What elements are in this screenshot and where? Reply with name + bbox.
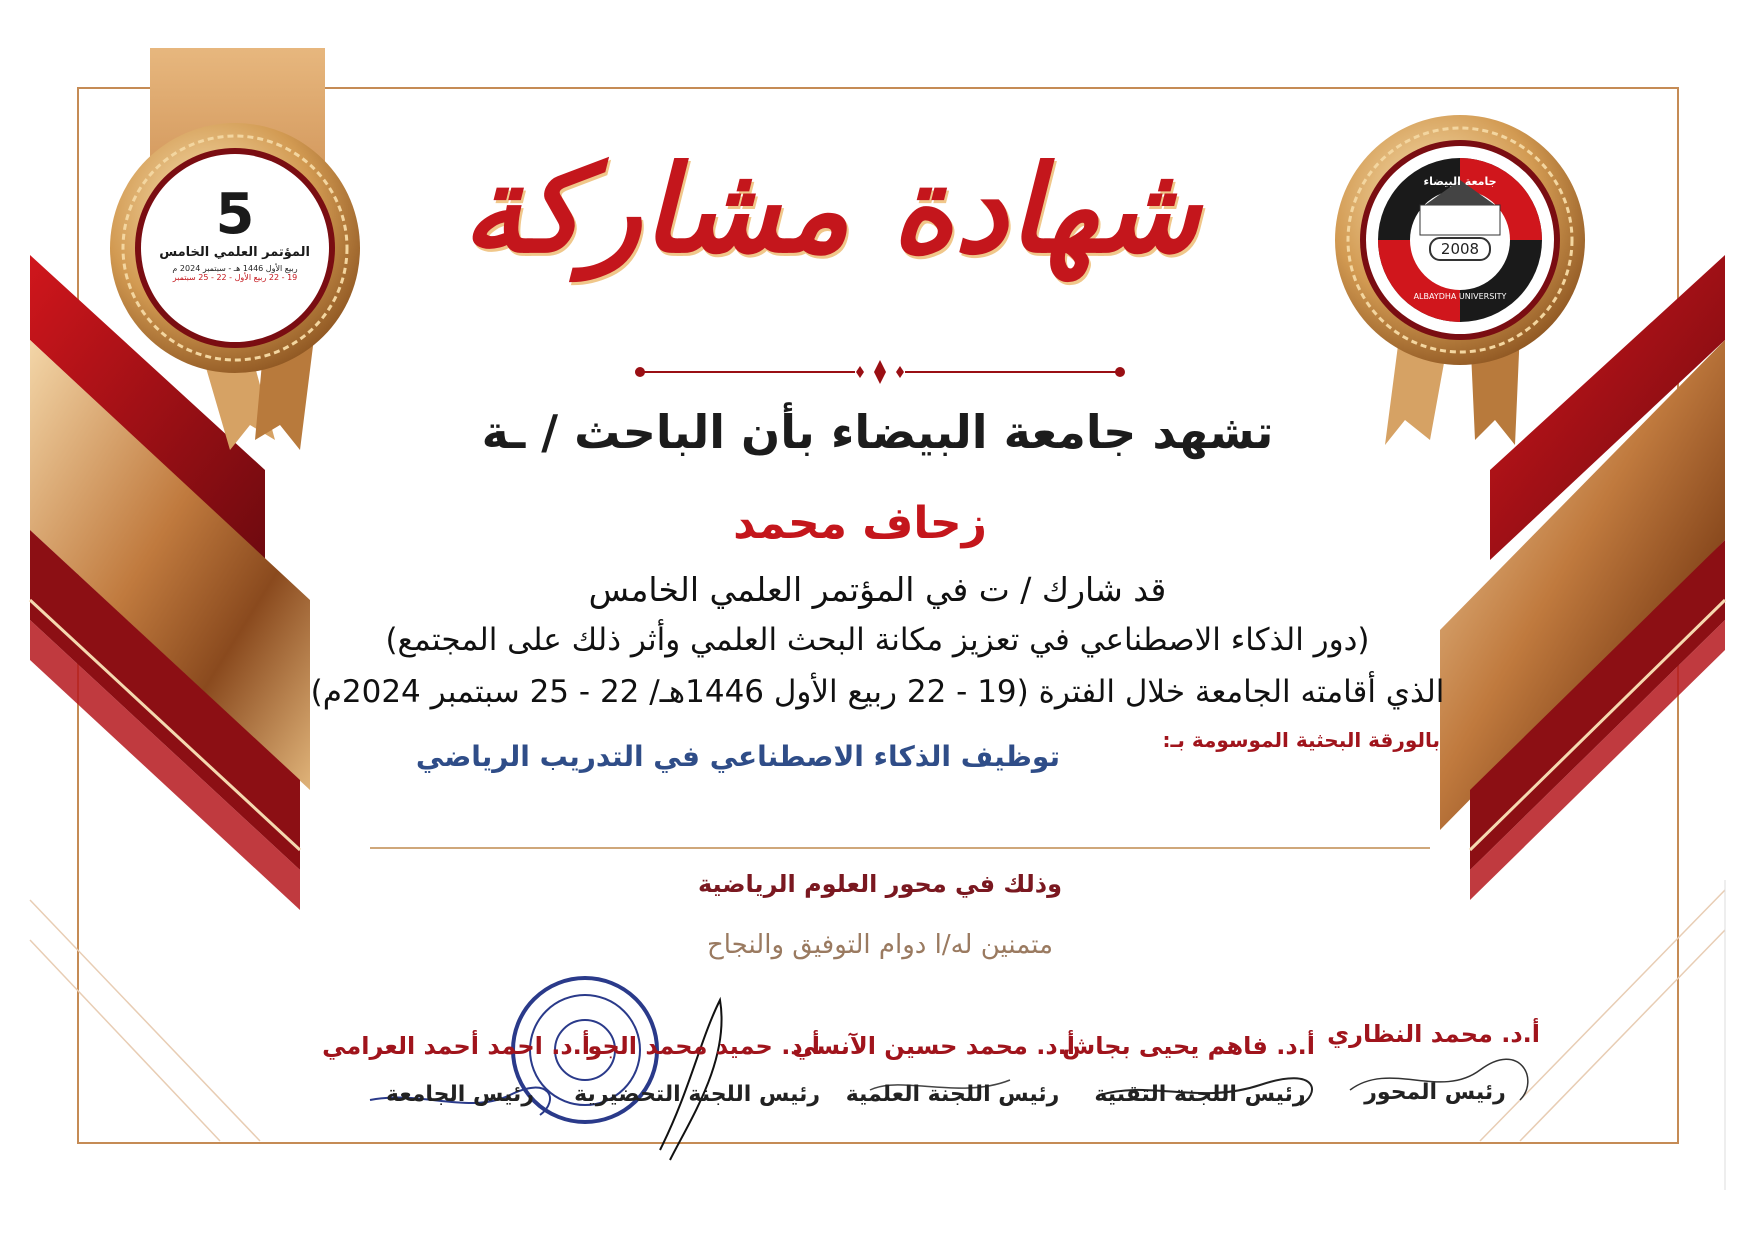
university-seal [1410,175,1510,188]
university-year: 2008 [1440,240,1480,258]
university-name-ar: جامعة البيضاء [1423,175,1497,188]
signature-name-prep-committee: أ.د. حميد محمد الجو [587,1032,820,1060]
conference-caption: المؤتمر العلمي الخامس [159,245,310,260]
conference-seal [159,182,310,315]
signature-role-prep-committee: رئيس اللجنة التحضيرية [574,1082,820,1107]
certificate-title [462,110,1200,350]
signature-name-president: أ.د. احمد أحمد العرامي [322,1032,590,1060]
paper-title: توظيف الذكاء الاصطناعي في التدريب الرياضي [415,740,1060,773]
certificate-title-text: شهادة مشاركة [462,139,1200,280]
participation-text: قد شارك / ت في المؤتمر العلمي الخامس [588,570,1167,609]
signature-name-axis-head: أ.د. محمد النظاري [1327,1020,1540,1048]
conference-theme: (دور الذكاء الاصطناعي في تعزيز مكانة البحث العلمي وأثر ذلك على المجتمع) [385,622,1370,658]
conference-number: 5 [215,182,255,247]
certificate-intro: تشهد جامعة البيضاء بأن الباحث / ـة [481,405,1274,459]
university-name-en: ALBAYDHA UNIVERSITY [1413,292,1507,301]
paper-label: بالورقة البحثية الموسومة بـ: [1162,728,1440,752]
held-period: الذي أقامته الجامعة خلال الفترة (19 - 22 ربيع الأول 1446هـ/ 22 - 25 سبتمبر 2024م) [310,674,1445,710]
signature-role-president: رئيس الجامعة [386,1082,534,1107]
conference-date-2: 19 - 22 ربيع الأول - 22 - 25 سبتمبر [172,273,298,282]
signature-role-science-committee: رئيس اللجنة العلمية [845,1082,1060,1107]
signature-role-axis-head: رئيس المحور [1364,1080,1506,1105]
participant-name: زحاف محمد [733,498,987,549]
axis-text: وذلك في محور العلوم الرياضية [698,870,1062,898]
signature-name-tech-committee: أ.د. فاهم يحيى بجاش [1062,1032,1315,1060]
wishes-text: متمنين له/ا دوام التوفيق والنجاح [706,930,1054,960]
conference-date-1: ربيع الأول 1446 هـ - سبتمبر 2024 م [172,264,298,273]
signature-role-tech-committee: رئيس اللجنة التقنية [1094,1082,1306,1107]
official-stamp-icon [513,978,657,1122]
signature-name-science-committee: أ.د. محمد حسين الآنسي [792,1032,1075,1060]
